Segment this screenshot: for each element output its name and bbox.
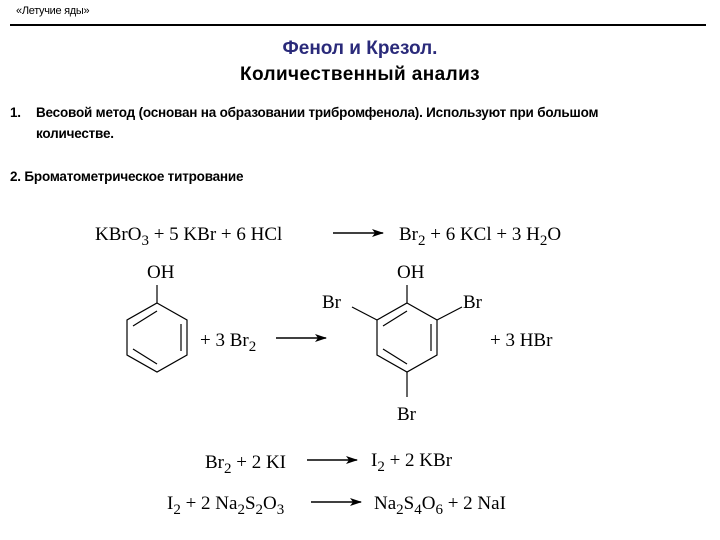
reaction1-rhs: $Br_2 + 6$ KCl + 3 $H_2O$ [399, 224, 562, 249]
reaction2-byproduct: + 3 HBr [490, 330, 553, 351]
product-br-left: Br [322, 292, 341, 313]
phenol-ring [127, 285, 187, 372]
tribromophenol-ring [352, 285, 462, 397]
header-tag: «Летучие яды» [16, 5, 90, 17]
list-item-2-text: 2. Броматометрическое титрование [10, 169, 244, 184]
reaction3-rhs: $I_2 + 2$ KBr [371, 450, 453, 475]
reaction3-lhs: $Br_2 + 2$ KI [205, 452, 287, 477]
page-title: Фенол и Крезол. [282, 38, 438, 59]
product-br-right: Br [463, 292, 482, 313]
reaction1-lhs: KBrO$_3$ + 5 KBr + 6 HCl [95, 224, 283, 249]
reaction2-reagent: + 3 $Br_2$ [200, 330, 257, 355]
product-oh-label: OH [397, 262, 425, 283]
list-item-1-number: 1. [10, 105, 21, 120]
reaction4-rhs: $Na_2S_4O_6 + 2$ NaI [374, 493, 506, 518]
product-br-bottom: Br [397, 404, 416, 425]
reaction4-lhs: $I_2 + 2$ $Na_2S_2O_3$ [167, 493, 285, 518]
list-item-1-text: Весовой метод (основан на образовании трибромфенола). Используют при большом количестве. [36, 105, 599, 141]
phenol-oh-label: OH [147, 262, 175, 283]
page-subtitle: Количественный анализ [239, 64, 481, 85]
